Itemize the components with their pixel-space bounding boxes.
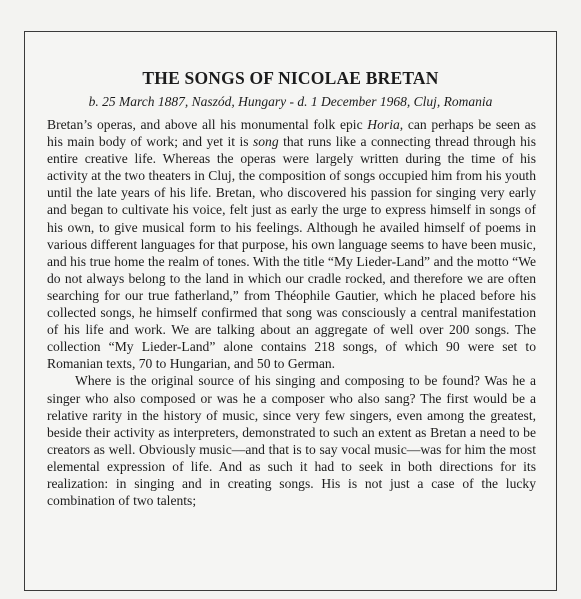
paragraph-1 [47, 116, 536, 372]
paragraph-2: Where is the original source of his singing and composing to be found? Was he a singer who also composed or was he a composer who also sang? The first would be a relative rarity in the history of music, since very few singers, even among the greatest, beside their activity as interpreters, demonstrated to such an extent as Bretan a need to be creators as well. Obviously music—and that is to say vocal music—was for him the most elemental expression of life. And as such it had to seek in both directions for its realization: in singing and in creating songs. His is not just a case of the lucky combination of two talents; [47, 373, 536, 509]
horia-title: Horia [367, 117, 400, 132]
paragraph-1-text-b: , can perhaps be seen as his main body of work; and yet it is [47, 117, 537, 150]
paragraph-1-text-c: that runs like a connecting thread through his entire creative life. Whereas the operas were largely written during the time of his activity at the two theaters in Cluj, the composition of songs occupied him from his youth until the late years of his life. Bretan, who discovered his passion for singing very early and began to cultivate his voice, felt just as early the urge to express himself in songs of his own, to give musical form to his feelings. Although he availed himself of poems in various different languages for that purpose, his own language seems to have been music, and his true home the realm of tones. With the title “My Lieder-Land” and the motto “We do not always belong to the land in which our cradle rocked, and therefore we are often searching for our true fatherland,” from Théophile Gautier, which he placed before his collected songs, he himself confirmed that song was consciously a central manifestation of his life and work. We are talking about an aggregate of well over 200 songs. The collection “My Lieder-Land” alone contains 218 songs, of which 90 were set to Romanian texts, 70 to Hungarian, and 50 to German. [47, 134, 537, 372]
page-subtitle: b. 25 March 1887, Naszód, Hungary - d. 1 December 1968, Cluj, Romania [88, 94, 493, 109]
page-title: THE SONGS OF NICOLAE BRETAN [142, 68, 439, 88]
song-emphasis: song [252, 134, 279, 150]
page-frame [24, 31, 557, 591]
paragraph-1-text-a: Bretan’s operas, and above all his monumental folk epic [47, 117, 368, 132]
body-text [47, 116, 536, 509]
